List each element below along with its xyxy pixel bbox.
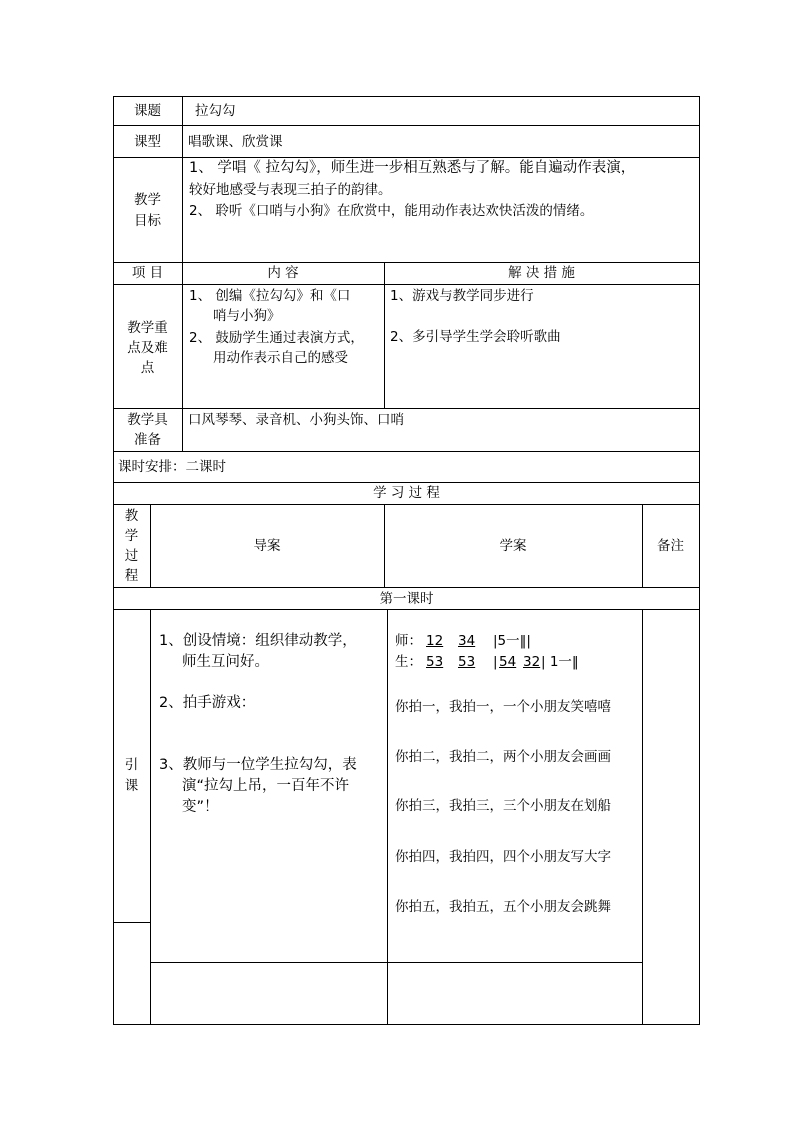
rule [113,504,700,505]
intro-label-char-1: 引 [124,757,139,773]
key-solution-1: 1、游戏与教学同步进行 [390,288,534,304]
key-label-line-1: 教学重 [127,320,168,336]
rule [384,262,385,408]
type-label: 课型 [134,134,161,150]
rule [113,609,700,610]
process-label-char-1: 教 [124,508,139,524]
clap-line-2: 你拍二，我拍二，两个小朋友会画画 [395,749,611,765]
rule-right [699,96,700,1025]
guide-step-3c: 变”！ [182,799,219,815]
column-header-study: 学案 [499,538,527,554]
rule [113,482,700,483]
process-label-char-3: 过 [124,548,139,564]
schedule-text: 课时安排：二课时 [118,459,226,475]
goal-line-2: 较好地感受与表现三拍子的韵律。 [189,182,392,198]
process-label-char-2: 学 [124,528,139,544]
rhythm-student-beat-3: 54 [499,654,517,670]
rule-bottom [113,1024,700,1025]
key-label-line-3: 点 [140,360,155,376]
rule [113,284,700,285]
column-header-note: 备注 [657,538,684,554]
rhythm-teacher-beat-2: 34 [458,633,476,649]
column-header-guide: 导案 [253,538,281,554]
rule [150,962,642,963]
guide-step-2: 2、拍手游戏： [159,695,256,711]
key-content-2a: 2、 鼓励学生通过表演方式， [189,330,364,346]
rhythm-teacher-rest: |5一‖| [493,633,531,649]
key-label-line-2: 点及难 [127,340,168,356]
lesson-title: 第一课时 [379,591,434,607]
rhythm-student-beat-1: 53 [426,654,444,670]
topic-label: 课题 [134,103,161,119]
rule [113,125,700,126]
rhythm-teacher-beat-1: 12 [426,633,444,649]
rhythm-student-beat-4: 32 [523,654,541,670]
column-header-content: 内 容 [267,265,299,281]
rule [113,408,700,409]
rule [113,157,700,158]
goal-line-1: 1、 学唱《 拉勾勾》，师生进一步相互熟悉与了解。能自遍动作表演， [189,160,636,176]
rule [113,922,150,923]
rhythm-student-rest: | 1一‖ [541,654,579,670]
rule [113,262,700,263]
key-content-1b: 哨与小狗》 [213,308,281,324]
rhythm-student-label: 生： [395,654,422,670]
rule [642,609,643,1024]
rule [113,451,700,452]
rhythm-student-beat-2: 53 [458,654,476,670]
intro-label-char-2: 课 [124,778,139,794]
rule [387,609,388,1024]
rhythm-student-bar: | [493,654,498,670]
rule [113,587,700,588]
rule-top [113,96,700,97]
goal-line-3: 2、 聆听《口哨与小狗》在欣赏中，能用动作表达欢快活泼的情绪。 [189,203,594,219]
guide-step-3b: 演“拉勾上吊，一百年不许 [182,778,350,794]
rhythm-teacher-label: 师： [395,633,422,649]
guide-step-3a: 3、教师与一位学生拉勾勾，表 [159,757,357,773]
clap-line-4: 你拍四，我拍四，四个小朋友写大字 [395,849,611,865]
guide-step-1a: 1、创设情境：组织律动教学， [159,633,357,649]
goal-label-line-1: 教学 [134,192,161,208]
type-value: 唱歌课、欣赏课 [188,134,283,150]
rule [150,609,151,1024]
clap-line-1: 你拍一，我拍一，一个小朋友笑嘻嘻 [395,699,611,715]
key-content-1a: 1、 创编《拉勾勾》和《口 [189,288,351,304]
tools-value: 口风琴琴、录音机、小狗头饰、口哨 [188,412,404,428]
column-header-solution: 解 决 措 施 [508,265,575,281]
column-header-project: 项 目 [131,265,164,281]
process-title: 学 习 过 程 [373,485,440,501]
key-solution-2: 2、多引导学生学会聆听歌曲 [390,329,561,345]
key-content-2b: 用动作表示自己的感受 [213,350,348,366]
goal-label-line-2: 目标 [134,213,161,229]
process-label-char-4: 程 [124,568,139,584]
clap-line-3: 你拍三，我拍三，三个小朋友在划船 [395,798,611,814]
guide-step-1b: 师生互问好。 [182,654,269,670]
clap-line-5: 你拍五，我拍五，五个小朋友会跳舞 [395,899,611,915]
tools-label-line-1: 教学具 [127,412,168,428]
tools-label-line-2: 准备 [134,432,161,448]
topic-value: 拉勾勾 [195,103,236,119]
